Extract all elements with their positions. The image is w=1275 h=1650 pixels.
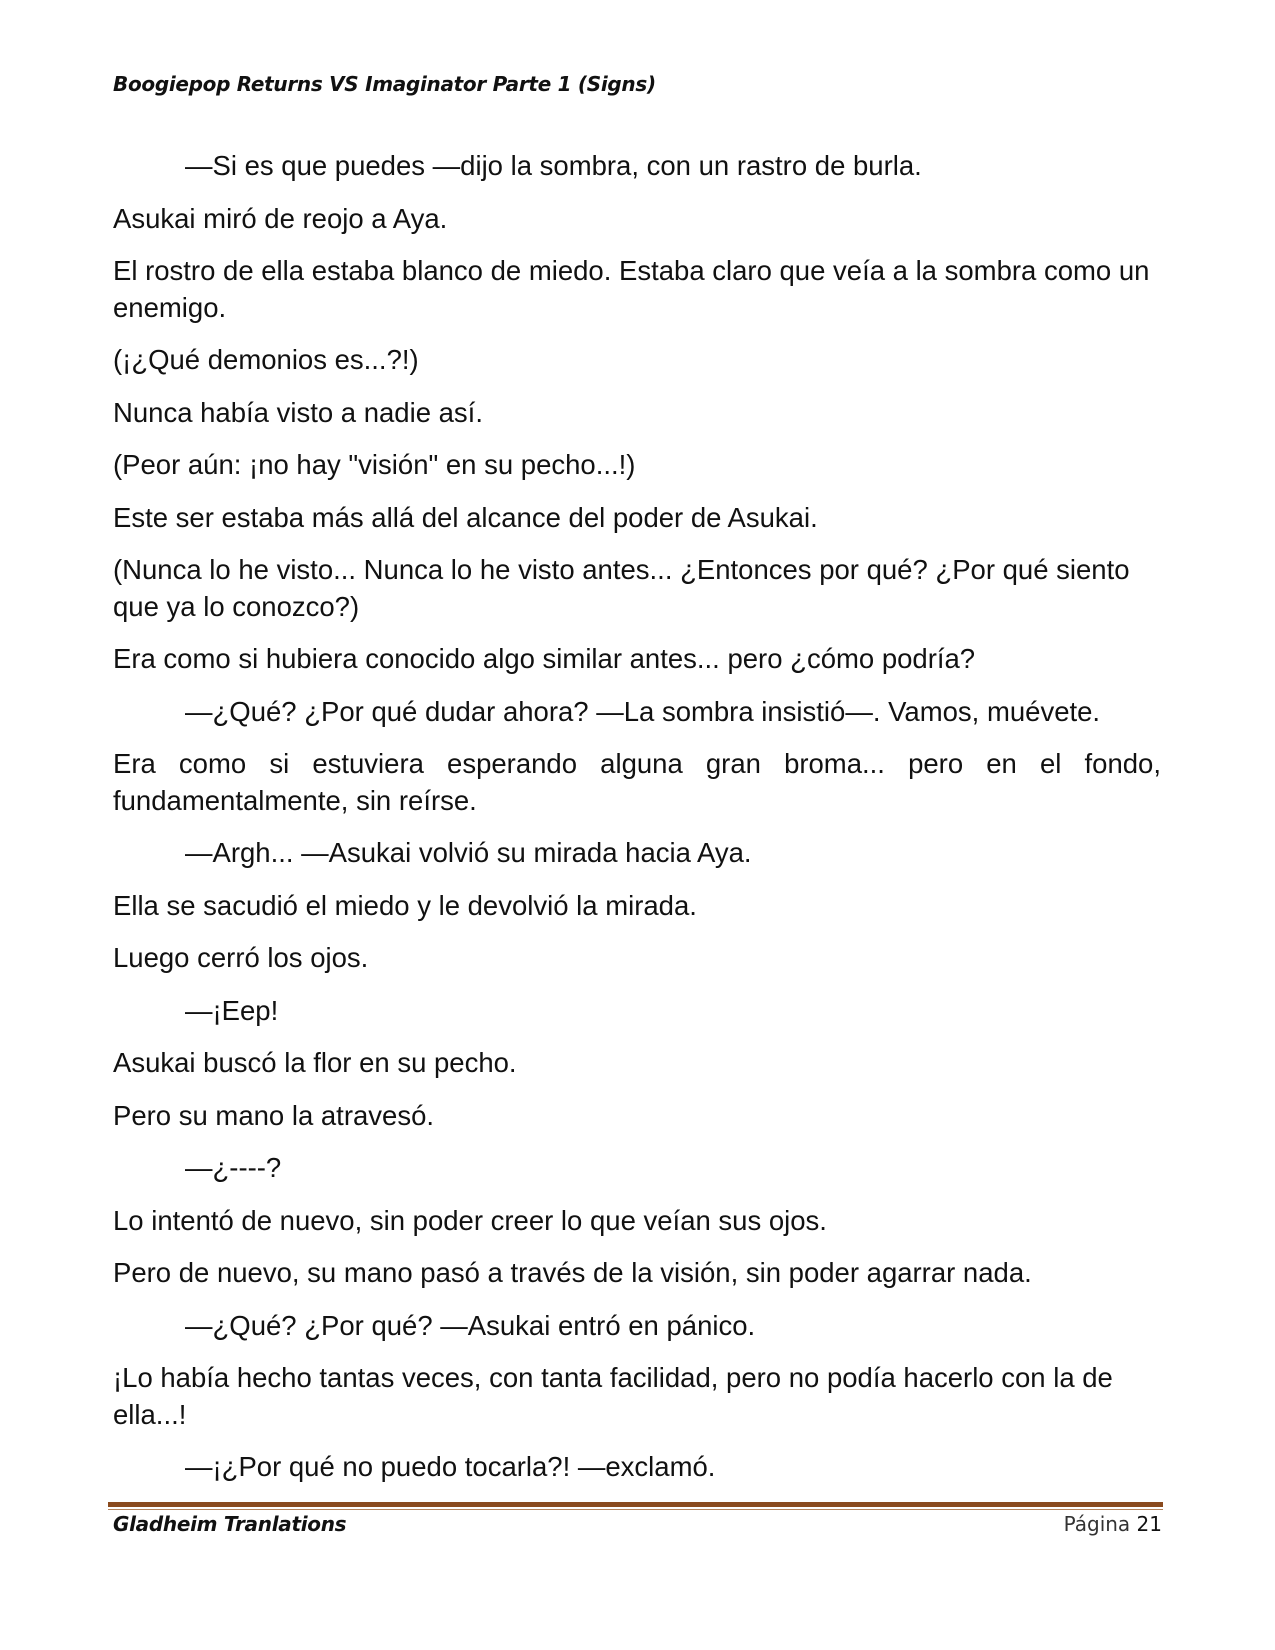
paragraph: Pero su mano la atravesó. (113, 1099, 435, 1131)
paragraph: —¡Eep! (185, 994, 279, 1026)
paragraph: (Peor aún: ¡no hay "visión" en su pecho...!) (113, 449, 636, 480)
paragraph: El rostro de ella estaba blanco de miedo. Estaba claro que veía a la sombra como un enemigo. (113, 255, 1150, 323)
paragraph: —Si es que puedes —dijo la sombra, con un rastro de burla. (185, 150, 922, 181)
body-text (113, 148, 1161, 1486)
paragraph: (Nunca lo he visto... Nunca lo he visto antes... ¿Entonces por qué? ¿Por qué siento que ya lo conozco?) (113, 554, 1130, 622)
footer-credit: Gladheim Tranlations (113, 1512, 347, 1536)
footer-rule (108, 1502, 1163, 1507)
paragraph: —Argh... —Asukai volvió su mirada hacia Aya. (185, 837, 752, 868)
paragraph: Asukai buscó la flor en su pecho. (113, 1047, 517, 1078)
paragraph: —¿----? (185, 1152, 282, 1183)
running-header: Boogiepop Returns VS Imaginator Parte 1 (Signs) (113, 72, 656, 96)
page-number-value: 21 (1136, 1512, 1162, 1536)
page-number (1064, 1512, 1162, 1536)
paragraph: —¡¿Por qué no puedo tocarla?! —exclamó. (185, 1451, 716, 1482)
paragraph: Era como si estuviera esperando alguna gran broma... pero en el fondo, fundamentalmente, sin reírse. (113, 748, 1161, 816)
footer-rule-thin (108, 1509, 1163, 1510)
paragraph: Ella se sacudió el miedo y le devolvió la mirada. (113, 889, 697, 921)
paragraph: Nunca había visto a nadie así. (113, 396, 483, 428)
paragraph: (¡¿Qué demonios es...?!) (113, 344, 419, 375)
paragraph: Asukai miró de reojo a Aya. (113, 202, 448, 234)
paragraph: —¿Qué? ¿Por qué dudar ahora? —La sombra insistió—. Vamos, muévete. (185, 695, 1101, 727)
paragraph: Luego cerró los ojos. (113, 942, 369, 973)
paragraph: Este ser estaba más allá del alcance del poder de Asukai. (113, 501, 818, 533)
paragraph: Pero de nuevo, su mano pasó a través de la visión, sin poder agarrar nada. (113, 1257, 1032, 1288)
paragraph: Lo intentó de nuevo, sin poder creer lo que veían sus ojos. (113, 1204, 827, 1236)
page-label: Página (1063, 1512, 1131, 1536)
paragraph: ¡Lo había hecho tantas veces, con tanta facilidad, pero no podía hacerlo con la de ella...! (113, 1362, 1113, 1430)
paragraph: Era como si hubiera conocido algo similar antes... pero ¿cómo podría? (113, 643, 976, 674)
paragraph: —¿Qué? ¿Por qué? —Asukai entró en pánico. (185, 1309, 756, 1341)
